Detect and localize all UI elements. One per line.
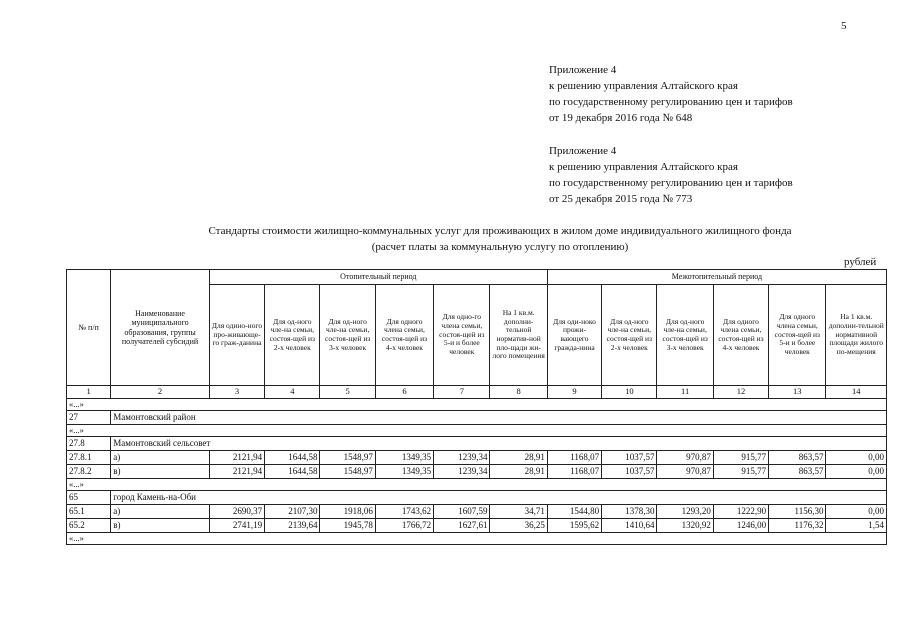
value-cell: 915,77 (713, 465, 768, 479)
non-heating-column-header: На 1 кв.м. дополни-тельной нормативной площади жилого по-мещения (826, 285, 887, 386)
value-cell: 1595,62 (547, 519, 601, 533)
value-cell: 0,00 (826, 451, 887, 465)
group-row (67, 411, 887, 425)
value-cell: 970,87 (657, 451, 713, 465)
row-group-label: в) (111, 465, 210, 479)
value-cell: 1,54 (826, 519, 887, 533)
value-cell: 0,00 (826, 505, 887, 519)
value-cell: 34,71 (490, 505, 547, 519)
row-group-label: в) (111, 519, 210, 533)
value-cell: 1222,90 (713, 505, 768, 519)
ellipsis-row (67, 479, 887, 491)
appendix-line: к решению управления Алтайского края (549, 161, 738, 173)
column-number-cell: 10 (602, 386, 657, 399)
heating-column-header: Для одно-го члена семьи, состоя-щей из 5-и и более человек (434, 285, 490, 386)
value-cell: 1037,57 (602, 451, 657, 465)
column-number-cell: 8 (490, 386, 547, 399)
table-row (67, 519, 887, 533)
group-row (67, 437, 887, 451)
document-subtitle-line: (расчет платы за коммунальную услугу по отоплению) (371, 241, 629, 253)
value-cell: 1548,97 (320, 465, 375, 479)
group-name: Мамонтовский сельсовет (111, 437, 887, 451)
column-header-number: № п/п (67, 270, 111, 386)
column-number-cell: 14 (826, 386, 887, 399)
heating-column-header: Для од-ного чле-на семьи, состоя-щей из 2-х человек (265, 285, 320, 386)
unit-label: рублей (844, 256, 877, 268)
page-number: 5 (841, 20, 847, 32)
ellipsis-cell: «...» (67, 399, 887, 411)
value-cell: 1176,32 (769, 519, 826, 533)
table-row (67, 451, 887, 465)
non-heating-column-header: Для одного члена семьи, состоя-щей из 5-и и более человек (769, 285, 826, 386)
column-number-row (67, 386, 887, 399)
column-number-cell: 4 (265, 386, 320, 399)
table-row (67, 465, 887, 479)
appendix-line: по государственному регулированию цен и тарифов (549, 177, 793, 189)
non-heating-column-header: Для од-ного чле-на семьи, состоя-щей из 3-х человек (657, 285, 713, 386)
value-cell: 2139,64 (265, 519, 320, 533)
value-cell: 2690,37 (209, 505, 264, 519)
non-heating-column-header: Для оди-ноко прожи-вающего гражда-нина (547, 285, 601, 386)
appendix-line: от 25 декабря 2015 года № 773 (549, 193, 693, 205)
value-cell: 1168,07 (547, 465, 601, 479)
value-cell: 1168,07 (547, 451, 601, 465)
value-cell: 915,77 (713, 451, 768, 465)
document-title (150, 223, 850, 255)
value-cell: 1918,06 (320, 505, 375, 519)
group-number: 27 (67, 411, 111, 425)
heating-column-header: Для одино-ного про-живающе-го граж-данина (209, 285, 264, 386)
non-heating-period-header: Межотопительный период (547, 270, 886, 285)
value-cell: 1607,59 (434, 505, 490, 519)
column-number-cell: 9 (547, 386, 601, 399)
value-cell: 1293,20 (657, 505, 713, 519)
appendix-title: Приложение 4 (549, 145, 617, 157)
group-number: 27.8 (67, 437, 111, 451)
value-cell: 863,57 (769, 451, 826, 465)
appendix-block-2016 (549, 62, 793, 126)
heating-column-header: Для од-ного чле-на семьи, состоя-щей из 3-х человек (320, 285, 375, 386)
value-cell: 28,91 (490, 451, 547, 465)
group-number: 65 (67, 491, 111, 505)
column-number-cell: 3 (209, 386, 264, 399)
column-number-cell: 11 (657, 386, 713, 399)
value-cell: 36,25 (490, 519, 547, 533)
row-group-label: а) (111, 505, 210, 519)
value-cell: 1644,58 (265, 465, 320, 479)
value-cell: 1544,80 (547, 505, 601, 519)
column-number-cell: 1 (67, 386, 111, 399)
appendix-title: Приложение 4 (549, 64, 617, 76)
column-number-cell: 5 (320, 386, 375, 399)
row-number: 27.8.2 (67, 465, 111, 479)
ellipsis-cell: «...» (67, 425, 887, 437)
ellipsis-row (67, 399, 887, 411)
value-cell: 1627,61 (434, 519, 490, 533)
table-row (67, 505, 887, 519)
table-header-row (67, 270, 887, 285)
non-heating-column-header: Для одного члена семьи, состоя-щей из 4-х человек (713, 285, 768, 386)
tariff-table (66, 269, 887, 545)
group-row (67, 491, 887, 505)
group-name: Мамонтовский район (111, 411, 887, 425)
row-number: 27.8.1 (67, 451, 111, 465)
value-cell: 1945,78 (320, 519, 375, 533)
value-cell: 1644,58 (265, 451, 320, 465)
value-cell: 0,00 (826, 465, 887, 479)
appendix-block-2015 (549, 143, 793, 207)
value-cell: 1239,34 (434, 465, 490, 479)
document-title-line: Стандарты стоимости жилищно-коммунальных услуг для проживающих в жилом доме индивидуального жилищного фонда (208, 225, 792, 237)
row-group-label: а) (111, 451, 210, 465)
value-cell: 1037,57 (602, 465, 657, 479)
non-heating-column-header: Для од-ного чле-на семьи, состоя-щей из 2-х человек (602, 285, 657, 386)
value-cell: 2107,30 (265, 505, 320, 519)
value-cell: 2741,19 (209, 519, 264, 533)
value-cell: 2121,94 (209, 465, 264, 479)
value-cell: 970,87 (657, 465, 713, 479)
column-number-cell: 7 (434, 386, 490, 399)
appendix-line: от 19 декабря 2016 года № 648 (549, 112, 693, 124)
column-number-cell: 12 (713, 386, 768, 399)
row-number: 65.2 (67, 519, 111, 533)
value-cell: 1766,72 (375, 519, 433, 533)
value-cell: 1349,35 (375, 465, 433, 479)
value-cell: 1239,34 (434, 451, 490, 465)
appendix-line: по государственному регулированию цен и тарифов (549, 96, 793, 108)
value-cell: 1410,64 (602, 519, 657, 533)
value-cell: 1349,35 (375, 451, 433, 465)
column-number-cell: 2 (111, 386, 210, 399)
value-cell: 2121,94 (209, 451, 264, 465)
value-cell: 1743,62 (375, 505, 433, 519)
value-cell: 1378,30 (602, 505, 657, 519)
value-cell: 28,91 (490, 465, 547, 479)
row-number: 65.1 (67, 505, 111, 519)
heating-column-header: Для одного члена семьи, состоя-щей из 4-х человек (375, 285, 433, 386)
group-name: город Камень-на-Оби (111, 491, 887, 505)
value-cell: 863,57 (769, 465, 826, 479)
ellipsis-cell: «...» (67, 479, 887, 491)
ellipsis-cell: «...» (67, 533, 887, 545)
column-number-cell: 13 (769, 386, 826, 399)
value-cell: 1548,97 (320, 451, 375, 465)
value-cell: 1156,30 (769, 505, 826, 519)
ellipsis-row (67, 533, 887, 545)
ellipsis-row (67, 425, 887, 437)
appendix-line: к решению управления Алтайского края (549, 80, 738, 92)
column-number-cell: 6 (375, 386, 433, 399)
heating-period-header: Отопительный период (209, 270, 547, 285)
column-header-name: Наименование муниципального образования, группы получателей субсидий (111, 270, 210, 386)
value-cell: 1320,92 (657, 519, 713, 533)
value-cell: 1246,00 (713, 519, 768, 533)
heating-column-header: На 1 кв.м. дополни-тельной норматив-ной пло-щади жи-лого помещения (490, 285, 547, 386)
